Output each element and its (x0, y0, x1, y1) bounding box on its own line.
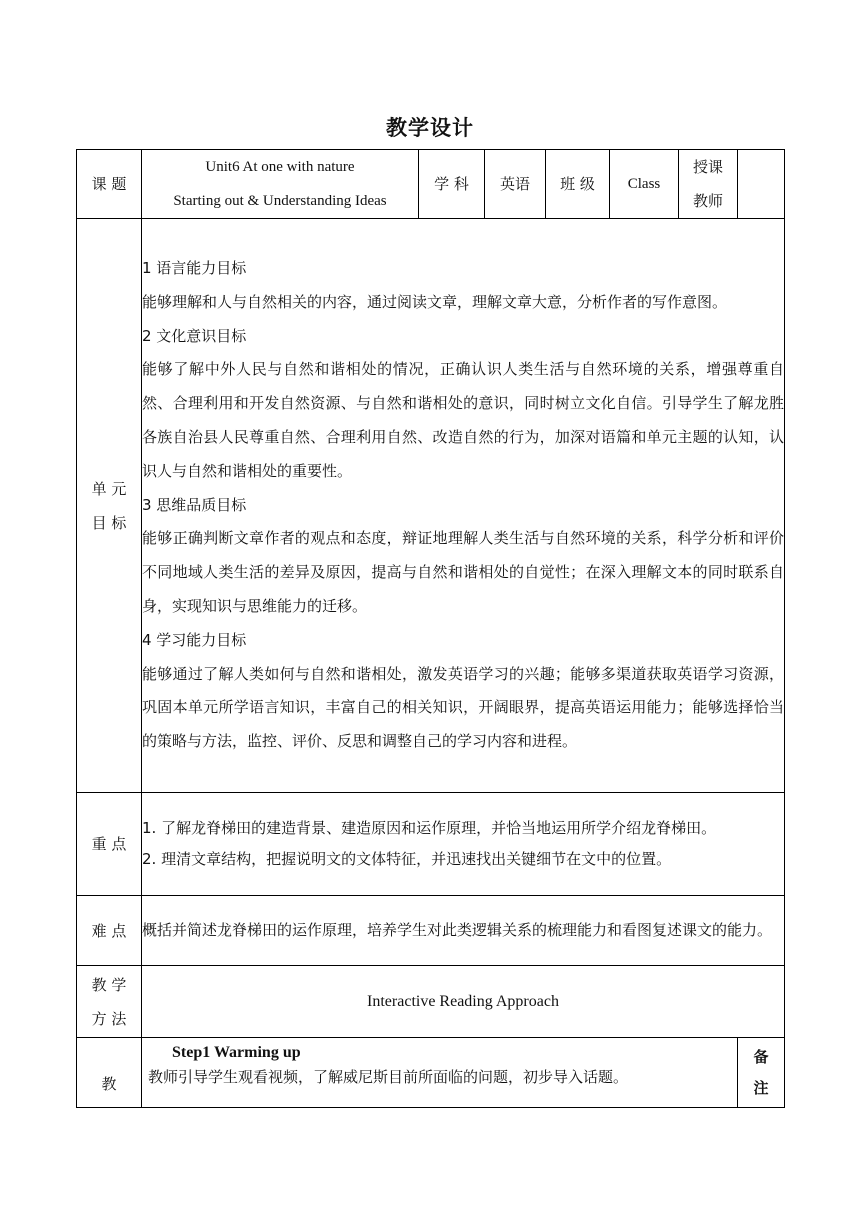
key-points-content (142, 793, 785, 896)
goal-heading-thinking: 3 思维品质目标 (142, 495, 247, 514)
method-label (77, 966, 142, 1038)
header-row (77, 150, 785, 219)
discipline-label: 学 科 (419, 150, 485, 219)
process-row (77, 1038, 785, 1108)
remark-line-1: 备 (753, 1047, 769, 1066)
goal-heading-language: 1 语言能力目标 (142, 259, 247, 278)
process-content (142, 1038, 738, 1108)
unit-goals-label-line-2: 目 标 (91, 513, 127, 532)
step-title: Step1 Warming up (172, 1044, 301, 1061)
difficult-points-row (77, 896, 785, 966)
subject-label: 课 题 (77, 150, 142, 219)
discipline-value: 英语 (485, 150, 546, 219)
goal-text-language: 能够理解和人与自然相关的内容，通过阅读文章，理解文章大意，分析作者的写作意图。 (142, 292, 728, 311)
class-value: Class (610, 150, 679, 219)
teacher-label-line-2: 教师 (692, 192, 723, 210)
method-label-line-1: 教 学 (91, 975, 127, 994)
topic-cell (142, 150, 419, 219)
document-title: 教学设计 (386, 116, 474, 140)
goal-text-thinking: 能够正确判断文章作者的观点和态度，辩证地理解人类生活与自然环境的关系，科学分析和评价不同地域人类生活的差异及原因，提高与自然和谐相处的自觉性；在深入理解文本的同时联系自身，实现知识与思维能力的迁移。 (142, 529, 784, 615)
method-label-line-2: 方 法 (91, 1009, 127, 1028)
method-row (77, 966, 785, 1038)
goal-heading-culture: 2 文化意识目标 (142, 326, 247, 345)
method-value: Interactive Reading Approach (142, 966, 785, 1038)
unit-goals-content (142, 219, 785, 793)
lesson-plan-table (76, 149, 785, 1108)
remark-cell (738, 1038, 785, 1108)
key-points-label: 重 点 (77, 793, 142, 896)
goal-heading-learning: 4 学习能力目标 (142, 630, 247, 649)
difficult-points-content (142, 896, 785, 966)
process-label: 教 (77, 1038, 142, 1108)
difficult-points-label: 难 点 (77, 896, 142, 966)
key-point-1: 1. 了解龙脊梯田的建造背景、建造原因和运作原理，并恰当地运用所学介绍龙脊梯田。 (142, 819, 717, 837)
topic-line-1: Unit6 At one with nature (205, 159, 355, 175)
step-text: 教师引导学生观看视频，了解威尼斯目前所面临的问题，初步导入话题。 (148, 1068, 629, 1086)
difficult-point-text: 概括并简述龙脊梯田的运作原理，培养学生对此类逻辑关系的梳理能力和看图复述课文的能力。 (142, 921, 773, 939)
unit-goals-row (77, 219, 785, 793)
teacher-label (679, 150, 738, 219)
class-label: 班 级 (546, 150, 610, 219)
unit-goals-label (77, 219, 142, 793)
key-point-2: 2. 理清文章结构，把握说明文的文体特征，并迅速找出关键细节在文中的位置。 (142, 850, 672, 868)
teacher-label-line-1: 授课 (692, 158, 723, 176)
topic-line-2: Starting out & Understanding Ideas (173, 193, 387, 209)
unit-goals-label-line-1: 单 元 (91, 479, 127, 498)
teacher-value (738, 150, 785, 219)
remark-line-2: 注 (753, 1078, 769, 1097)
goal-text-learning: 能够通过了解人类如何与自然和谐相处，激发英语学习的兴趣；能够多渠道获取英语学习资源，巩固本单元所学语言知识，丰富自己的相关知识，开阔眼界，提高英语运用能力；能够选择恰当的策略与方法，监控、评价、反思和调整自己的学习内容和进程。 (142, 664, 784, 751)
goal-text-culture: 能够了解中外人民与自然和谐相处的情况，正确认识人类生活与自然环境的关系，增强尊重自然、合理利用和开发自然资源、与自然和谐相处的意识，同时树立文化自信。引导学生了解龙胜各族自治县人民尊重自然、合理利用自然、改造自然的行为，加深对语篇和单元主题的认知，认识人与自然和谐相处的重要性。 (142, 360, 784, 480)
key-points-row (77, 793, 785, 896)
